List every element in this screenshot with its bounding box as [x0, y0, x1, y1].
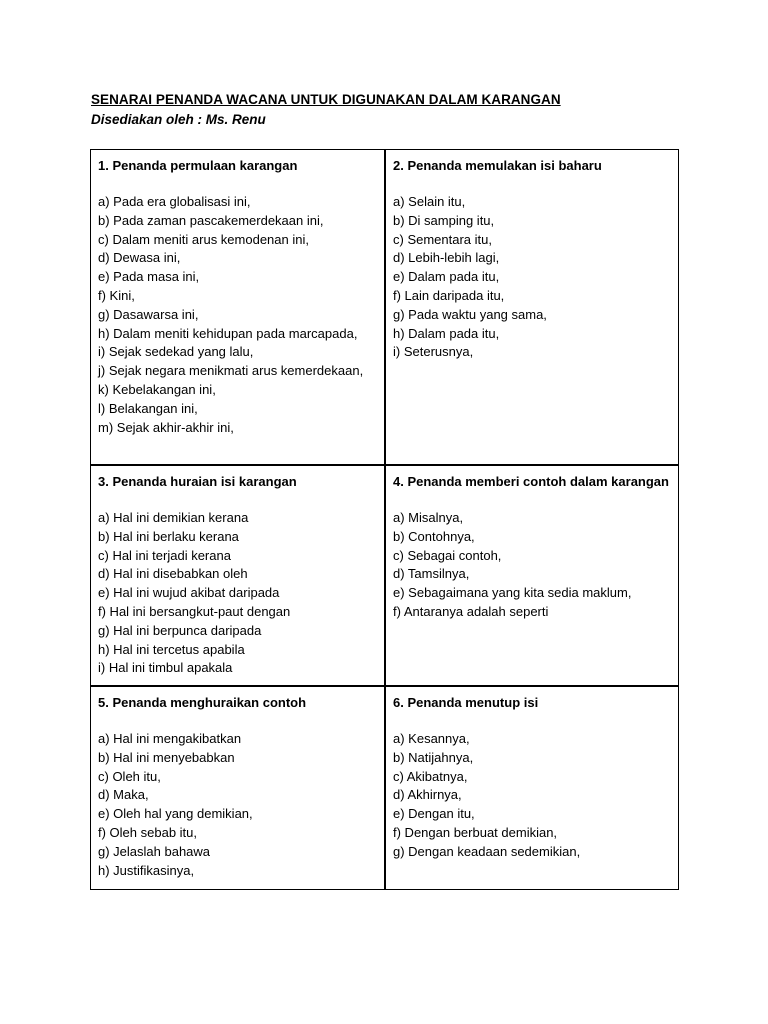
table-cell-section-4	[386, 466, 678, 685]
list-item: c) Oleh itu,	[98, 768, 161, 784]
list-item: f) Kini,	[98, 287, 135, 303]
list-item: c) Hal ini terjadi kerana	[98, 547, 231, 563]
section-item-list	[393, 509, 670, 622]
table-cell-section-1	[91, 150, 385, 465]
table-cell-section-3	[91, 466, 385, 685]
section-heading: 1. Penanda permulaan karangan	[98, 158, 298, 173]
list-item: g) Jelaslah bahawa	[98, 843, 211, 859]
list-item: c) Dalam meniti arus kemodenan ini,	[98, 231, 309, 247]
list-item: d) Maka,	[98, 787, 149, 803]
list-item: g) Hal ini berpunca daripada	[98, 622, 262, 638]
section-heading: 4. Penanda memberi contoh dalam karangan	[393, 474, 669, 489]
document-title: SENARAI PENANDA WACANA UNTUK DIGUNAKAN DALAM KARANGAN	[91, 92, 561, 107]
section-heading: 2. Penanda memulakan isi baharu	[393, 158, 602, 173]
list-item: h) Dalam meniti kehidupan pada marcapada,	[98, 325, 358, 341]
list-item: f) Oleh sebab itu,	[98, 824, 197, 840]
list-item: d) Tamsilnya,	[393, 566, 470, 582]
list-item: c) Akibatnya,	[393, 768, 468, 784]
list-item: d) Dewasa ini,	[98, 250, 181, 266]
list-item: f) Hal ini bersangkut-paut dengan	[98, 603, 291, 619]
list-item: b) Di samping itu,	[393, 212, 495, 228]
list-item: c) Sebagai contoh,	[393, 547, 502, 563]
section-heading: 3. Penanda huraian isi karangan	[98, 474, 297, 489]
list-item: a) Misalnya,	[393, 510, 464, 525]
list-item: e) Dengan itu,	[393, 806, 475, 822]
list-item: e) Pada masa ini,	[98, 269, 200, 285]
list-item: i) Seterusnya,	[393, 344, 474, 360]
list-item: f) Lain daripada itu,	[393, 287, 505, 303]
list-item: a) Selain itu,	[393, 194, 466, 209]
list-item: a) Hal ini demikian kerana	[98, 510, 249, 525]
list-item: g) Dengan keadaan sedemikian,	[393, 843, 581, 859]
section-item-list	[98, 730, 377, 880]
list-item: a) Kesannya,	[393, 731, 470, 746]
table-cell-section-5	[91, 687, 385, 889]
list-item: b) Hal ini menyebabkan	[98, 749, 235, 765]
list-item: c) Sementara itu,	[393, 231, 492, 247]
list-item: g) Dasawarsa ini,	[98, 306, 199, 322]
discourse-marker-table	[90, 149, 679, 890]
list-item: h) Dalam pada itu,	[393, 325, 500, 341]
section-heading: 6. Penanda menutup isi	[393, 695, 539, 710]
list-item: f) Dengan berbuat demikian,	[393, 824, 558, 840]
list-item: e) Oleh hal yang demikian,	[98, 806, 253, 822]
section-item-list	[393, 193, 670, 362]
list-item: e) Sebagaimana yang kita sedia maklum,	[393, 585, 632, 601]
list-item: j) Sejak negara menikmati arus kemerdekaan,	[98, 363, 364, 379]
list-item: l) Belakangan ini,	[98, 400, 198, 416]
list-item: k) Kebelakangan ini,	[98, 381, 216, 397]
list-item: h) Hal ini tercetus apabila	[98, 641, 245, 657]
document-subtitle: Disediakan oleh : Ms. Renu	[91, 112, 266, 127]
section-item-list	[393, 730, 670, 862]
list-item: d) Akhirnya,	[393, 787, 462, 803]
list-item: b) Pada zaman pascakemerdekaan ini,	[98, 212, 324, 228]
list-item: e) Dalam pada itu,	[393, 269, 500, 285]
list-item: d) Hal ini disebabkan oleh	[98, 566, 248, 582]
section-item-list	[98, 193, 377, 437]
list-item: b) Hal ini berlaku kerana	[98, 528, 239, 544]
list-item: h) Justifikasinya,	[98, 862, 195, 878]
table-cell-section-6	[386, 687, 678, 889]
list-item: e) Hal ini wujud akibat daripada	[98, 585, 280, 601]
list-item: g) Pada waktu yang sama,	[393, 306, 547, 322]
list-item: i) Hal ini timbul apakala	[98, 660, 233, 676]
list-item: b) Natijahnya,	[393, 749, 474, 765]
section-item-list	[98, 509, 377, 678]
table-cell-section-2	[386, 150, 678, 465]
list-item: a) Hal ini mengakibatkan	[98, 731, 242, 746]
section-heading: 5. Penanda menghuraikan contoh	[98, 695, 307, 710]
list-item: f) Antaranya adalah seperti	[393, 603, 549, 619]
list-item: a) Pada era globalisasi ini,	[98, 194, 251, 209]
list-item: i) Sejak sedekad yang lalu,	[98, 344, 254, 360]
list-item: d) Lebih-lebih lagi,	[393, 250, 500, 266]
list-item: m) Sejak akhir-akhir ini,	[98, 419, 234, 435]
list-item: b) Contohnya,	[393, 528, 475, 544]
